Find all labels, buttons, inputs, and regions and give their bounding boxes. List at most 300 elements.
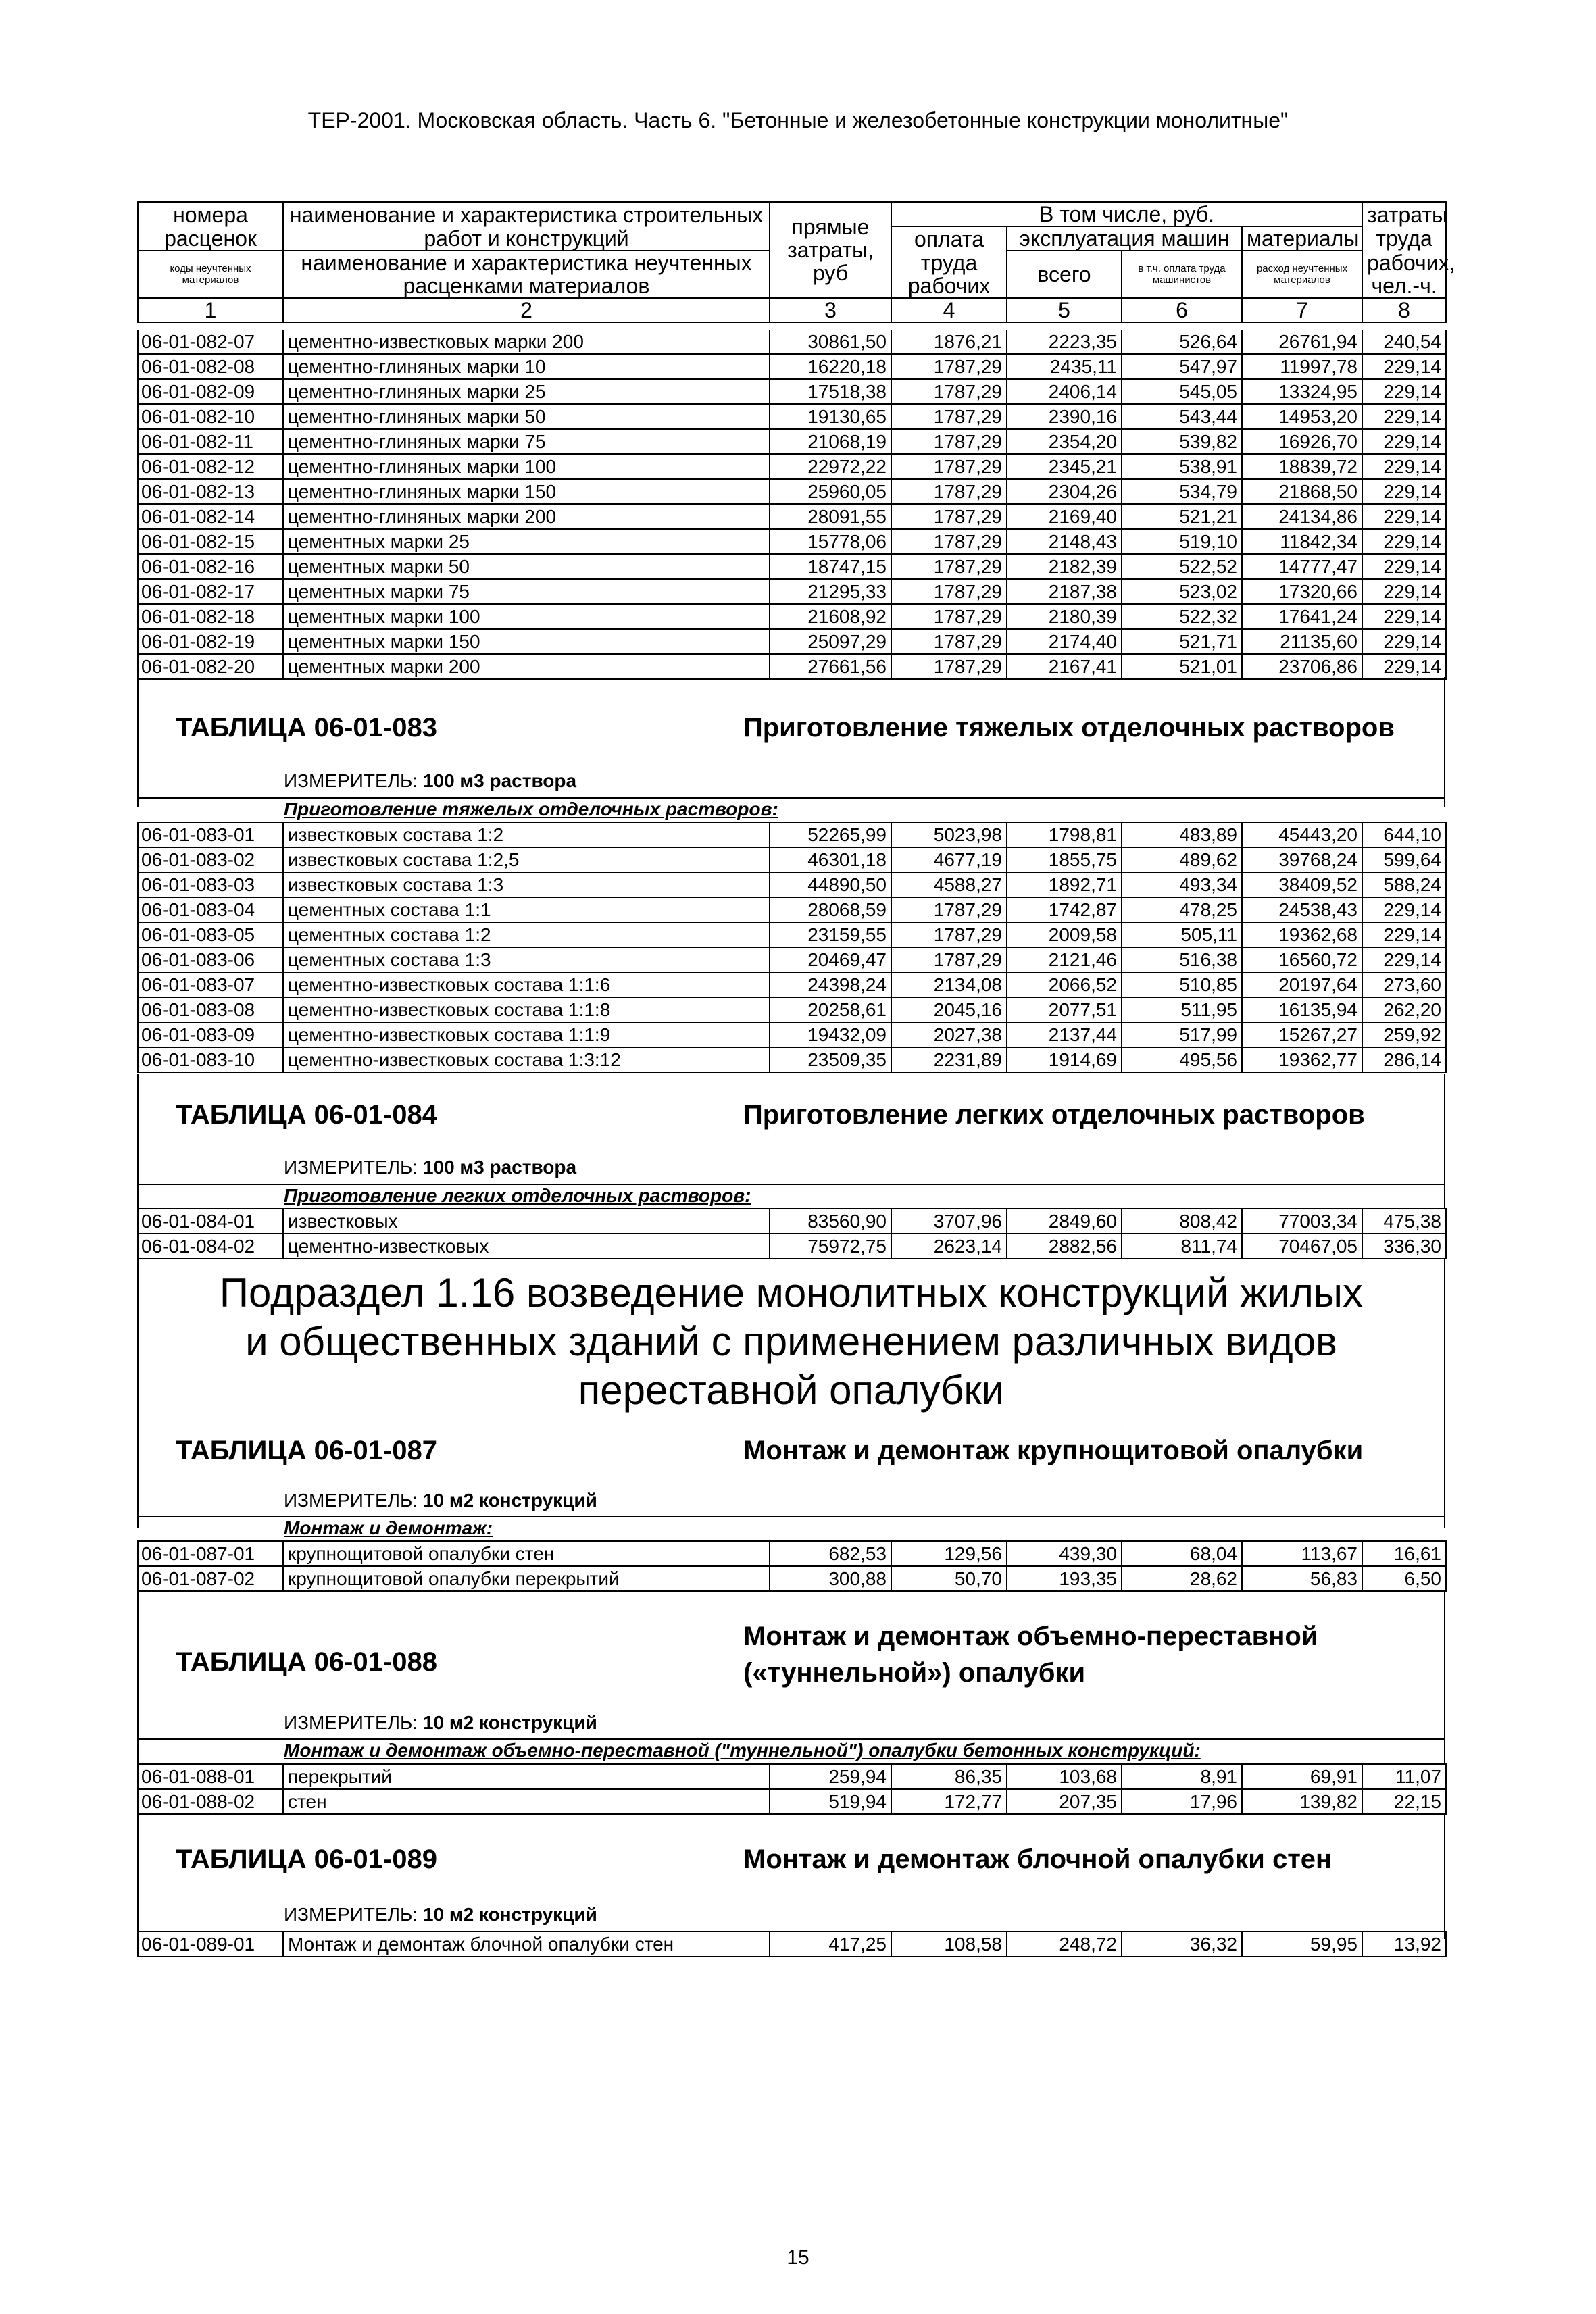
cell-direct: 83560,90 xyxy=(770,1209,891,1234)
cell-labor: 2623,14 xyxy=(891,1234,1007,1259)
cell-mach: 2406,14 xyxy=(1007,379,1122,404)
cell-direct: 20258,61 xyxy=(770,997,891,1022)
table-084-measure: ИЗМЕРИТЕЛЬ: 100 м3 раствора xyxy=(284,1157,577,1178)
cell-labor: 2231,89 xyxy=(891,1047,1007,1072)
cell-mach: 2345,21 xyxy=(1007,454,1122,479)
table-089-measure: ИЗМЕРИТЕЛЬ: 10 м2 конструкций xyxy=(284,1904,597,1925)
cell-mach-labor: 17,96 xyxy=(1122,1789,1242,1814)
cell-hours: 229,14 xyxy=(1362,504,1446,529)
cell-mat: 19362,77 xyxy=(1242,1047,1362,1072)
cell-hours: 229,14 xyxy=(1362,479,1446,504)
table-row xyxy=(138,1566,1446,1591)
cell-name: известковых состава 1:3 xyxy=(283,872,770,897)
cell-mach-labor: 522,52 xyxy=(1122,554,1242,579)
cell-labor: 1787,29 xyxy=(891,922,1007,947)
cell-mach: 439,30 xyxy=(1007,1541,1122,1566)
cell-hours: 16,61 xyxy=(1362,1541,1446,1566)
cell-hours: 229,14 xyxy=(1362,897,1446,922)
cell-name: цементных марки 75 xyxy=(283,579,770,604)
cell-labor: 1787,29 xyxy=(891,404,1007,429)
table-row xyxy=(138,1022,1446,1047)
colnum-5: 5 xyxy=(1007,298,1122,322)
cell-labor: 1787,29 xyxy=(891,504,1007,529)
cell-mach-labor: 522,32 xyxy=(1122,604,1242,629)
table-row xyxy=(138,579,1446,604)
cell-name: стен xyxy=(283,1789,770,1814)
cell-mat: 23706,86 xyxy=(1242,654,1362,679)
cell-mach-labor: 68,04 xyxy=(1122,1541,1242,1566)
cell-mach: 2304,26 xyxy=(1007,479,1122,504)
cell-mat: 26761,94 xyxy=(1242,330,1362,354)
table-row xyxy=(138,604,1446,629)
table-row xyxy=(138,872,1446,897)
cell-mach: 2009,58 xyxy=(1007,922,1122,947)
cell-name: известковых состава 1:2 xyxy=(283,822,770,847)
cell-direct: 44890,50 xyxy=(770,872,891,897)
cell-mach-labor: 495,56 xyxy=(1122,1047,1242,1072)
table-089-title: ТАБЛИЦА 06-01-089 xyxy=(176,1844,437,1874)
cell-hours: 599,64 xyxy=(1362,847,1446,872)
cell-name: известковых xyxy=(283,1209,770,1234)
cell-mach-labor: 545,05 xyxy=(1122,379,1242,404)
cell-code: 06-01-083-06 xyxy=(138,947,283,972)
table-083-measure: ИЗМЕРИТЕЛЬ: 100 м3 раствора xyxy=(284,770,577,791)
cell-hours: 273,60 xyxy=(1362,972,1446,997)
cell-mat: 21868,50 xyxy=(1242,479,1362,504)
cell-code: 06-01-083-04 xyxy=(138,897,283,922)
cell-direct: 19130,65 xyxy=(770,404,891,429)
cell-mat: 113,67 xyxy=(1242,1541,1362,1566)
cell-direct: 21608,92 xyxy=(770,604,891,629)
cell-direct: 27661,56 xyxy=(770,654,891,679)
header-machines: эксплуатация машин xyxy=(1007,226,1242,251)
cell-code: 06-01-087-02 xyxy=(138,1566,283,1591)
cell-name: цементно-известковых состава 1:1:6 xyxy=(283,972,770,997)
cell-mat: 77003,34 xyxy=(1242,1209,1362,1234)
cell-labor: 1787,29 xyxy=(891,579,1007,604)
table-row xyxy=(138,504,1446,529)
cell-labor: 1876,21 xyxy=(891,330,1007,354)
header-name-line2: работ и конструкций xyxy=(283,226,770,251)
cell-name: цементных марки 200 xyxy=(283,654,770,679)
cell-hours: 229,14 xyxy=(1362,429,1446,454)
cell-code: 06-01-082-14 xyxy=(138,504,283,529)
cell-mach-labor: 489,62 xyxy=(1122,847,1242,872)
cell-mach-labor: 517,99 xyxy=(1122,1022,1242,1047)
cell-mach-labor: 539,82 xyxy=(1122,429,1242,454)
cell-mach-labor: 547,97 xyxy=(1122,354,1242,379)
cell-mach-labor: 516,38 xyxy=(1122,947,1242,972)
cell-mach-labor: 523,02 xyxy=(1122,579,1242,604)
cell-direct: 417,25 xyxy=(770,1932,891,1957)
cell-direct: 25097,29 xyxy=(770,629,891,654)
cell-mat: 20197,64 xyxy=(1242,972,1362,997)
cell-labor: 1787,29 xyxy=(891,479,1007,504)
table-083-caption: Приготовление тяжелых отделочных растворов xyxy=(743,713,1395,743)
cell-name: цементно-известковых состава 1:1:9 xyxy=(283,1022,770,1047)
table-087-caption: Монтаж и демонтаж крупнощитовой опалубки xyxy=(743,1436,1364,1465)
cell-hours: 229,14 xyxy=(1362,604,1446,629)
table-083-title: ТАБЛИЦА 06-01-083 xyxy=(176,713,437,743)
table-row xyxy=(138,897,1446,922)
header-direct-cost: прямые затраты, руб xyxy=(770,202,891,298)
cell-name: цементно-известковых xyxy=(283,1234,770,1259)
table-088-rows xyxy=(137,1763,1447,1815)
cell-mach: 2390,16 xyxy=(1007,404,1122,429)
cell-mat: 21135,60 xyxy=(1242,629,1362,654)
table-row xyxy=(138,379,1446,404)
cell-labor: 2027,38 xyxy=(891,1022,1007,1047)
header-name-line3: наименование и характеристика неучтенных расценками материалов xyxy=(283,251,770,298)
cell-hours: 286,14 xyxy=(1362,1047,1446,1072)
cell-code: 06-01-083-05 xyxy=(138,922,283,947)
cell-mat: 15267,27 xyxy=(1242,1022,1362,1047)
cell-code: 06-01-087-01 xyxy=(138,1541,283,1566)
table-row xyxy=(138,629,1446,654)
cell-mach: 2169,40 xyxy=(1007,504,1122,529)
cell-mat: 59,95 xyxy=(1242,1932,1362,1957)
cell-name: цементно-глиняных марки 10 xyxy=(283,354,770,379)
cell-hours: 229,14 xyxy=(1362,579,1446,604)
cell-mat: 13324,95 xyxy=(1242,379,1362,404)
cell-labor: 1787,29 xyxy=(891,429,1007,454)
cell-labor: 129,56 xyxy=(891,1541,1007,1566)
header-labor-hours-1: затраты xyxy=(1362,202,1446,226)
cell-mat: 24538,43 xyxy=(1242,897,1362,922)
cell-direct: 21068,19 xyxy=(770,429,891,454)
cell-name: цементно-известковых состава 1:1:8 xyxy=(283,997,770,1022)
colnum-4: 4 xyxy=(891,298,1007,322)
cell-labor: 1787,29 xyxy=(891,654,1007,679)
cell-hours: 336,30 xyxy=(1362,1234,1446,1259)
cell-mat: 16560,72 xyxy=(1242,947,1362,972)
cell-hours: 22,15 xyxy=(1362,1789,1446,1814)
table-087-measure: ИЗМЕРИТЕЛЬ: 10 м2 конструкций xyxy=(284,1490,597,1511)
header-unaccounted-materials: расход неучтенных материалов xyxy=(1242,251,1362,298)
table-088-caption-line2: («туннельной») опалубки xyxy=(743,1658,1086,1688)
cell-labor: 1787,29 xyxy=(891,379,1007,404)
cell-mach-labor: 519,10 xyxy=(1122,529,1242,554)
cell-name: цементно-глиняных марки 25 xyxy=(283,379,770,404)
cell-hours: 475,38 xyxy=(1362,1209,1446,1234)
cell-direct: 28068,59 xyxy=(770,897,891,922)
cell-mach: 193,35 xyxy=(1007,1566,1122,1591)
cell-hours: 229,14 xyxy=(1362,554,1446,579)
cell-name: цементных состава 1:1 xyxy=(283,897,770,922)
cell-mat: 11842,34 xyxy=(1242,529,1362,554)
table-087-section: Монтаж и демонтаж: xyxy=(284,1517,493,1538)
cell-code: 06-01-083-03 xyxy=(138,872,283,897)
table-row xyxy=(138,847,1446,872)
cell-direct: 259,94 xyxy=(770,1764,891,1789)
table-row xyxy=(138,429,1446,454)
table-row xyxy=(138,1047,1446,1072)
table-087-rows xyxy=(137,1540,1447,1592)
cell-mach-labor: 521,01 xyxy=(1122,654,1242,679)
subsection-title: Подраздел 1.16 возведение монолитных конструкций жилых и общественных зданий с применением различных видов переставной опалубки xyxy=(219,1270,1364,1413)
table-087-title: ТАБЛИЦА 06-01-087 xyxy=(176,1436,437,1465)
cell-hours: 588,24 xyxy=(1362,872,1446,897)
cell-mat: 39768,24 xyxy=(1242,847,1362,872)
table-row xyxy=(138,554,1446,579)
table-row xyxy=(138,1541,1446,1566)
cell-name: цементно-глиняных марки 150 xyxy=(283,479,770,504)
cell-name: Монтаж и демонтаж блочной опалубки стен xyxy=(283,1932,770,1957)
cell-code: 06-01-083-02 xyxy=(138,847,283,872)
cell-mach: 2435,11 xyxy=(1007,354,1122,379)
cell-mach: 2137,44 xyxy=(1007,1022,1122,1047)
cell-hours: 229,14 xyxy=(1362,529,1446,554)
cell-mat: 17641,24 xyxy=(1242,604,1362,629)
cell-mach: 2182,39 xyxy=(1007,554,1122,579)
table-row xyxy=(138,529,1446,554)
cell-hours: 644,10 xyxy=(1362,822,1446,847)
table-row xyxy=(138,330,1446,354)
cell-labor: 108,58 xyxy=(891,1932,1007,1957)
cell-mach: 2167,41 xyxy=(1007,654,1122,679)
cell-direct: 20469,47 xyxy=(770,947,891,972)
cell-code: 06-01-082-09 xyxy=(138,379,283,404)
table-row xyxy=(138,1209,1446,1234)
table-row xyxy=(138,922,1446,947)
cell-name: цементных состава 1:3 xyxy=(283,947,770,972)
header-rascenok: расценок xyxy=(138,226,283,251)
cell-hours: 229,14 xyxy=(1362,629,1446,654)
table-083-rows xyxy=(137,822,1447,1073)
table-row xyxy=(138,1932,1446,1957)
cell-mat: 16135,94 xyxy=(1242,997,1362,1022)
cell-direct: 24398,24 xyxy=(770,972,891,997)
cell-direct: 21295,33 xyxy=(770,579,891,604)
cell-mat: 16926,70 xyxy=(1242,429,1362,454)
cell-labor: 5023,98 xyxy=(891,822,1007,847)
cell-code: 06-01-088-02 xyxy=(138,1789,283,1814)
cell-mach: 2354,20 xyxy=(1007,429,1122,454)
colnum-6: 6 xyxy=(1122,298,1242,322)
cell-mach-labor: 521,71 xyxy=(1122,629,1242,654)
cell-mat: 17320,66 xyxy=(1242,579,1362,604)
cell-code: 06-01-082-18 xyxy=(138,604,283,629)
table-084-section: Приготовление легких отделочных растворов: xyxy=(284,1185,751,1206)
cell-labor: 1787,29 xyxy=(891,629,1007,654)
cell-name: цементно-глиняных марки 200 xyxy=(283,504,770,529)
cell-code: 06-01-083-07 xyxy=(138,972,283,997)
header-labor-hours-2: труда xyxy=(1362,226,1446,251)
table-088-section: Монтаж и демонтаж объемно-переставной ("туннельной") опалубки бетонных конструкций: xyxy=(284,1740,1201,1761)
cell-code: 06-01-082-13 xyxy=(138,479,283,504)
cell-code: 06-01-084-01 xyxy=(138,1209,283,1234)
cell-direct: 46301,18 xyxy=(770,847,891,872)
page-number: 15 xyxy=(787,2246,809,2269)
colnum-8: 8 xyxy=(1362,298,1446,322)
cell-direct: 25960,05 xyxy=(770,479,891,504)
cell-name: крупнощитовой опалубки стен xyxy=(283,1541,770,1566)
header-labor-pay-2: труда рабочих xyxy=(891,251,1007,298)
cell-name: известковых состава 1:2,5 xyxy=(283,847,770,872)
colnum-3: 3 xyxy=(770,298,891,322)
table-083-section: Приготовление тяжелых отделочных растворов: xyxy=(284,799,778,820)
table-row xyxy=(138,654,1446,679)
cell-direct: 28091,55 xyxy=(770,504,891,529)
table-row xyxy=(138,947,1446,972)
cell-labor: 50,70 xyxy=(891,1566,1007,1591)
cell-direct: 52265,99 xyxy=(770,822,891,847)
cell-mach-labor: 538,91 xyxy=(1122,454,1242,479)
cell-name: цементных марки 50 xyxy=(283,554,770,579)
cell-name: цементно-глиняных марки 50 xyxy=(283,404,770,429)
cell-labor: 3707,96 xyxy=(891,1209,1007,1234)
cell-name: цементных состава 1:2 xyxy=(283,922,770,947)
cell-mach-labor: 36,32 xyxy=(1122,1932,1242,1957)
cell-code: 06-01-082-16 xyxy=(138,554,283,579)
table-089-caption: Монтаж и демонтаж блочной опалубки стен xyxy=(743,1844,1332,1874)
cell-direct: 300,88 xyxy=(770,1566,891,1591)
cell-name: перекрытий xyxy=(283,1764,770,1789)
cell-mach-labor: 505,11 xyxy=(1122,922,1242,947)
cell-mat: 139,82 xyxy=(1242,1789,1362,1814)
cell-name: цементно-известковых состава 1:3:12 xyxy=(283,1047,770,1072)
cell-labor: 1787,29 xyxy=(891,529,1007,554)
cell-mach-labor: 8,91 xyxy=(1122,1764,1242,1789)
cell-code: 06-01-082-08 xyxy=(138,354,283,379)
cell-mat: 14953,20 xyxy=(1242,404,1362,429)
cell-labor: 4677,19 xyxy=(891,847,1007,872)
table-row xyxy=(138,454,1446,479)
cell-mach-labor: 534,79 xyxy=(1122,479,1242,504)
cell-mach-labor: 510,85 xyxy=(1122,972,1242,997)
cell-hours: 229,14 xyxy=(1362,404,1446,429)
cell-hours: 11,07 xyxy=(1362,1764,1446,1789)
cell-mach: 2187,38 xyxy=(1007,579,1122,604)
cell-code: 06-01-082-17 xyxy=(138,579,283,604)
cell-labor: 1787,29 xyxy=(891,554,1007,579)
cell-code: 06-01-083-09 xyxy=(138,1022,283,1047)
cell-mat: 45443,20 xyxy=(1242,822,1362,847)
cell-mach-labor: 483,89 xyxy=(1122,822,1242,847)
cell-labor: 1787,29 xyxy=(891,947,1007,972)
cell-mat: 18839,72 xyxy=(1242,454,1362,479)
cell-direct: 22972,22 xyxy=(770,454,891,479)
table-row xyxy=(138,479,1446,504)
cell-code: 06-01-082-15 xyxy=(138,529,283,554)
cell-labor: 86,35 xyxy=(891,1764,1007,1789)
cell-code: 06-01-082-10 xyxy=(138,404,283,429)
cell-mach: 1855,75 xyxy=(1007,847,1122,872)
cell-name: цементно-глиняных марки 100 xyxy=(283,454,770,479)
cell-mach: 2148,43 xyxy=(1007,529,1122,554)
cell-labor: 1787,29 xyxy=(891,354,1007,379)
cell-mach: 2066,52 xyxy=(1007,972,1122,997)
header-machinist-pay: в т.ч. оплата труда машинистов xyxy=(1122,251,1242,298)
cell-mach: 248,72 xyxy=(1007,1932,1122,1957)
cell-name: цементно-известковых марки 200 xyxy=(283,330,770,354)
colnum-1: 1 xyxy=(138,298,283,322)
table-082-rows xyxy=(137,330,1447,680)
header-material-codes: коды неучтенных материалов xyxy=(138,251,283,298)
table-089-rows xyxy=(137,1931,1447,1957)
cell-hours: 229,14 xyxy=(1362,654,1446,679)
cell-mach-labor: 543,44 xyxy=(1122,404,1242,429)
header-machines-total: всего xyxy=(1007,251,1122,298)
table-row xyxy=(138,404,1446,429)
cell-mat: 56,83 xyxy=(1242,1566,1362,1591)
cell-hours: 262,20 xyxy=(1362,997,1446,1022)
cell-code: 06-01-083-01 xyxy=(138,822,283,847)
header-labor-pay-1: оплата xyxy=(891,226,1007,251)
cell-name: цементных марки 25 xyxy=(283,529,770,554)
cell-code: 06-01-089-01 xyxy=(138,1932,283,1957)
cell-mach: 2180,39 xyxy=(1007,604,1122,629)
cell-name: крупнощитовой опалубки перекрытий xyxy=(283,1566,770,1591)
header-name-line1: наименование и характеристика строительных xyxy=(283,202,770,226)
cell-labor: 2045,16 xyxy=(891,997,1007,1022)
cell-code: 06-01-082-12 xyxy=(138,454,283,479)
cell-mach-labor: 511,95 xyxy=(1122,997,1242,1022)
cell-code: 06-01-083-10 xyxy=(138,1047,283,1072)
cell-code: 06-01-082-19 xyxy=(138,629,283,654)
cell-hours: 229,14 xyxy=(1362,922,1446,947)
cell-mach-labor: 526,64 xyxy=(1122,330,1242,354)
header-labor-hours-3: рабочих, чел.-ч. xyxy=(1362,251,1446,298)
cell-mat: 14777,47 xyxy=(1242,554,1362,579)
cell-hours: 259,92 xyxy=(1362,1022,1446,1047)
cell-mach: 1798,81 xyxy=(1007,822,1122,847)
table-row xyxy=(138,997,1446,1022)
cell-mach: 1742,87 xyxy=(1007,897,1122,922)
cell-code: 06-01-088-01 xyxy=(138,1764,283,1789)
colnum-7: 7 xyxy=(1242,298,1362,322)
cell-mat: 38409,52 xyxy=(1242,872,1362,897)
cell-direct: 19432,09 xyxy=(770,1022,891,1047)
cell-hours: 6,50 xyxy=(1362,1566,1446,1591)
header-including: В том числе, руб. xyxy=(891,202,1362,226)
cell-direct: 17518,38 xyxy=(770,379,891,404)
cell-mach: 2882,56 xyxy=(1007,1234,1122,1259)
cell-mach: 2849,60 xyxy=(1007,1209,1122,1234)
cell-code: 06-01-084-02 xyxy=(138,1234,283,1259)
cell-labor: 1787,29 xyxy=(891,897,1007,922)
cell-direct: 30861,50 xyxy=(770,330,891,354)
cell-mach-labor: 808,42 xyxy=(1122,1209,1242,1234)
cell-mach: 2223,35 xyxy=(1007,330,1122,354)
cell-direct: 15778,06 xyxy=(770,529,891,554)
cell-labor: 4588,27 xyxy=(891,872,1007,897)
cell-mat: 70467,05 xyxy=(1242,1234,1362,1259)
cell-direct: 682,53 xyxy=(770,1541,891,1566)
table-row xyxy=(138,972,1446,997)
cell-code: 06-01-083-08 xyxy=(138,997,283,1022)
cell-mach-labor: 811,74 xyxy=(1122,1234,1242,1259)
cell-mach-labor: 493,34 xyxy=(1122,872,1242,897)
cell-code: 06-01-082-07 xyxy=(138,330,283,354)
table-088-measure: ИЗМЕРИТЕЛЬ: 10 м2 конструкций xyxy=(284,1712,597,1733)
table-088-title: ТАБЛИЦА 06-01-088 xyxy=(176,1647,437,1677)
cell-name: цементных марки 150 xyxy=(283,629,770,654)
table-row xyxy=(138,1234,1446,1259)
cell-mach-labor: 478,25 xyxy=(1122,897,1242,922)
header-materials: материалы xyxy=(1242,226,1362,251)
table-084-title: ТАБЛИЦА 06-01-084 xyxy=(176,1100,437,1130)
cell-direct: 18747,15 xyxy=(770,554,891,579)
cell-hours: 229,14 xyxy=(1362,947,1446,972)
cell-mach: 207,35 xyxy=(1007,1789,1122,1814)
column-header-table xyxy=(137,201,1455,323)
cell-mach-labor: 28,62 xyxy=(1122,1566,1242,1591)
cell-hours: 229,14 xyxy=(1362,454,1446,479)
cell-labor: 2134,08 xyxy=(891,972,1007,997)
cell-direct: 16220,18 xyxy=(770,354,891,379)
table-084-rows xyxy=(137,1208,1447,1259)
